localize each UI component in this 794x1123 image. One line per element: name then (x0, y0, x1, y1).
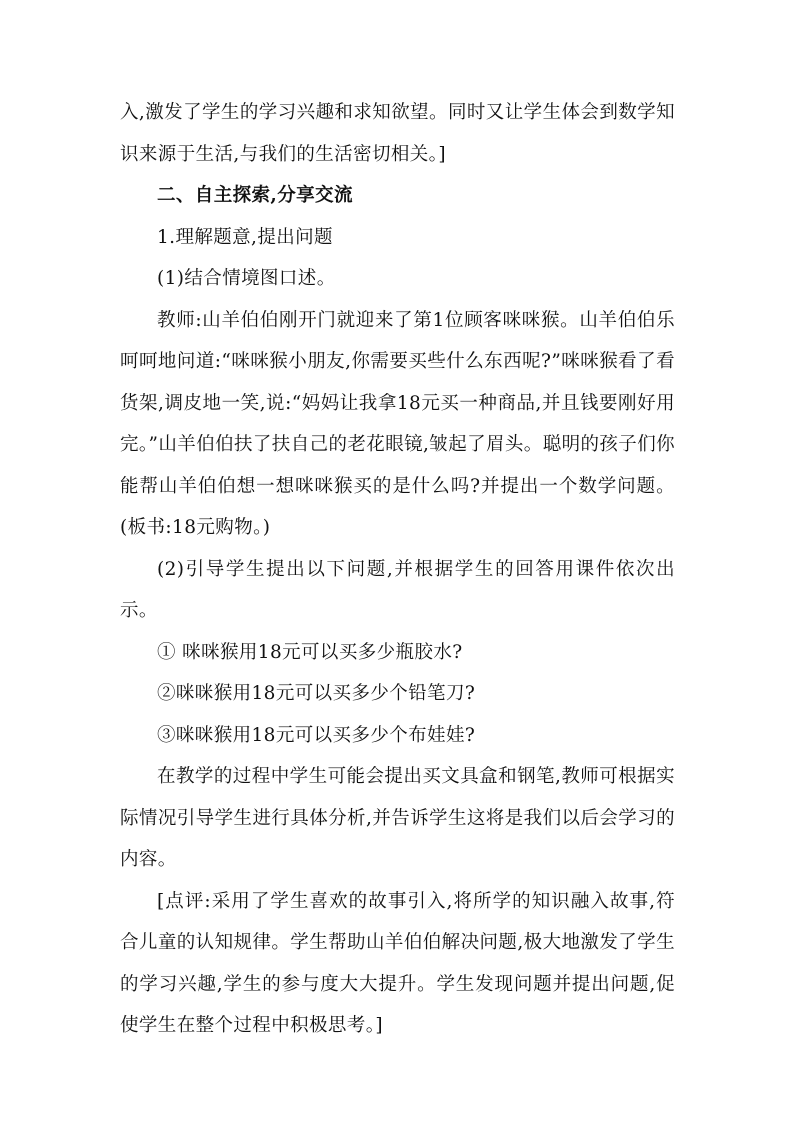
section-heading: 二、自主探索,分享交流 (157, 185, 353, 206)
question-item: ②咪咪猴用18元可以买多少个铅笔刀? (157, 683, 476, 704)
document-body (120, 92, 675, 1047)
paragraph-teaching-note: 在教学的过程中学生可能会提出买文具盒和钢笔,教师可根据实际情况引导学生进行具体分析,并告诉学生这将是我们以后会学习的内容。 (120, 766, 675, 870)
paragraph-continuation: 入,激发了学生的学习兴趣和求知欲望。同时又让学生体会到数学知识来源于生活,与我们的生活密切相关。] (120, 102, 675, 165)
paragraph-teacher-story: 教师:山羊伯伯刚开门就迎来了第1位顾客咪咪猴。山羊伯伯乐呵呵地问道:“咪咪猴小朋友,你需要买些什么东西呢?”咪咪猴看了看货架,调皮地一笑,说:“妈妈让我拿18元买一种商品,并且钱要刚好用完。”山羊伯伯扶了扶自己的老花眼镜,皱起了眉头。聪明的孩子们你能帮山羊伯伯想一想咪咪猴买的是什么吗?并提出一个数学问题。(板书:18元购物。) (120, 309, 675, 538)
paragraph-comment: [点评:采用了学生喜欢的故事引入,将所学的知识融入故事,符合儿童的认知规律。学生帮助山羊伯伯解决问题,极大地激发了学生的学习兴趣,学生的参与度大大提升。学生发现问题并提出问题,促使学生在整个过程中积极思考。] (120, 890, 675, 1036)
step-label: (2)引导学生提出以下问题,并根据学生的回答用课件依次出示。 (120, 558, 675, 621)
question-item: ③咪咪猴用18元可以买多少个布娃娃? (157, 724, 476, 746)
step-label: (1)结合情境图口述。 (157, 268, 336, 289)
subsection-heading: 1.理解题意,提出问题 (157, 226, 333, 248)
question-item: ① 咪咪猴用18元可以买多少瓶胶水? (157, 641, 463, 663)
